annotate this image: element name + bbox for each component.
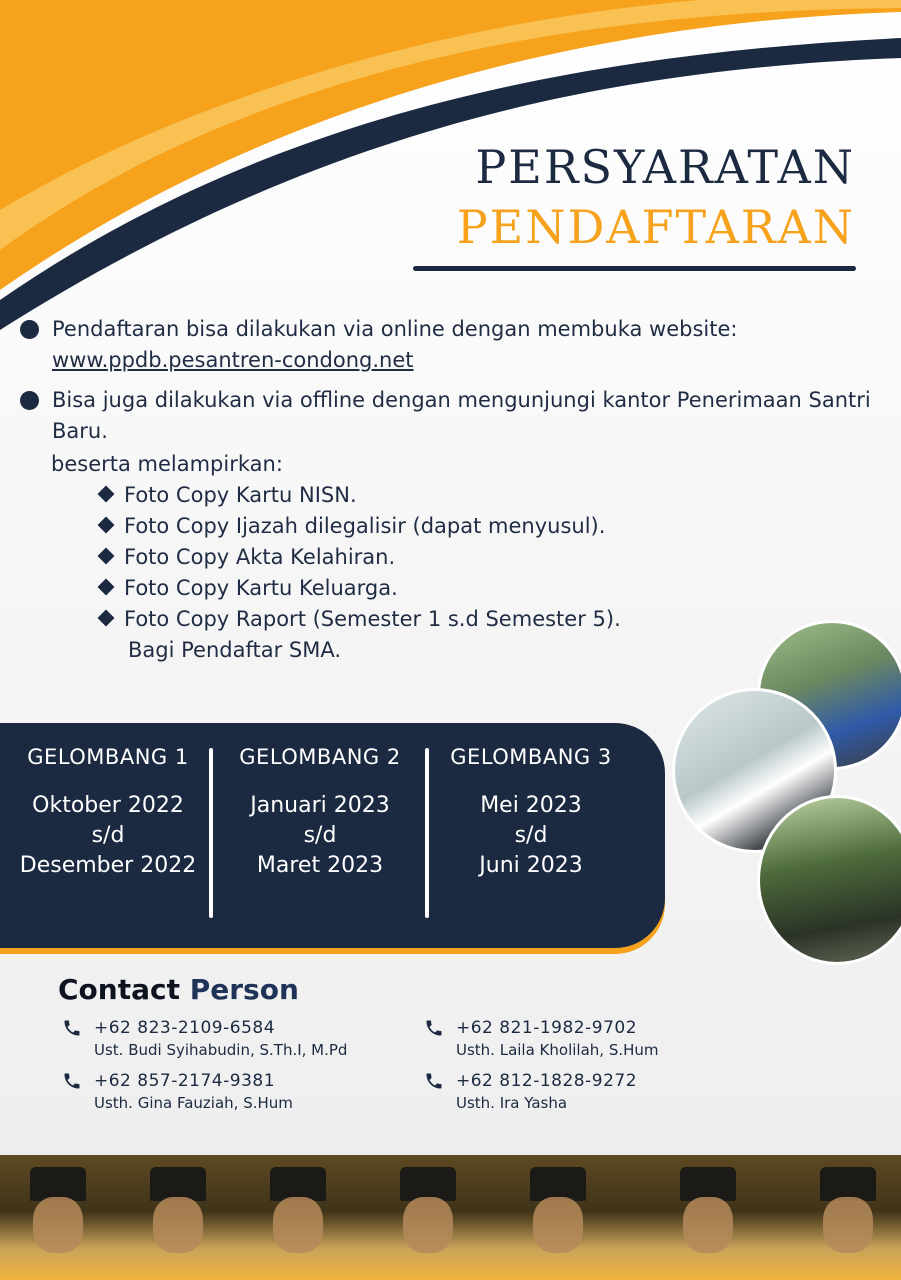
wave-start: Mei 2023 xyxy=(480,793,582,818)
title-line-1: PERSYARATAN xyxy=(475,140,855,194)
photo-outdoor-activity xyxy=(757,795,901,965)
requirement-item: Foto Copy Akta Kelahiran. xyxy=(100,542,800,573)
attachments-intro: beserta melampirkan: xyxy=(51,452,283,476)
diamond-bullet-icon xyxy=(98,579,115,596)
contact-entry xyxy=(94,1071,293,1112)
phone-icon xyxy=(62,1071,82,1091)
contact-entry xyxy=(94,1018,347,1059)
wave-end: Juni 2023 xyxy=(479,853,583,878)
circle-bullet-icon xyxy=(20,391,39,410)
wave-start: Oktober 2022 xyxy=(32,793,184,818)
wave-separator: s/d xyxy=(303,823,337,848)
diamond-bullet-icon xyxy=(98,610,115,627)
contact-name: Usth. Laila Kholilah, S.Hum xyxy=(456,1041,659,1059)
contact-phone[interactable]: +62 823-2109-6584 xyxy=(94,1018,276,1038)
wave-label: GELOMBANG 2 xyxy=(239,745,401,769)
wave-label: GELOMBANG 3 xyxy=(450,745,612,769)
requirement-item: Foto Copy Ijazah dilegalisir (dapat menyusul). xyxy=(100,511,800,542)
phone-icon xyxy=(424,1071,444,1091)
requirement-item: Foto Copy Kartu Keluarga. xyxy=(100,573,800,604)
wave-divider xyxy=(425,748,429,918)
wave-start: Januari 2023 xyxy=(250,793,390,818)
bullet-offline xyxy=(20,385,880,447)
wave-separator: s/d xyxy=(91,823,125,848)
contact-name: Ust. Budi Syihabudin, S.Th.I, M.Pd xyxy=(94,1041,348,1059)
requirement-item: Foto Copy Kartu NISN. xyxy=(100,480,800,511)
requirement-item: Foto Copy Raport (Semester 1 s.d Semester 5). xyxy=(100,604,800,635)
bullet-online xyxy=(20,314,880,376)
phone-icon xyxy=(62,1018,82,1038)
contact-phone[interactable]: +62 857-2174-9381 xyxy=(94,1071,276,1091)
phone-icon xyxy=(424,1018,444,1038)
contact-entry xyxy=(456,1071,637,1112)
contact-phone[interactable]: +62 821-1982-9702 xyxy=(456,1018,638,1038)
bullet-online-text: Pendaftaran bisa dilakukan via online dengan membuka website: xyxy=(52,317,738,341)
wave-end: Desember 2022 xyxy=(19,853,197,878)
contact-name: Usth. Gina Fauziah, S.Hum xyxy=(94,1094,293,1112)
wave-label: GELOMBANG 1 xyxy=(27,745,189,769)
diamond-bullet-icon xyxy=(98,517,115,534)
diamond-bullet-icon xyxy=(98,486,115,503)
wave-end: Maret 2023 xyxy=(256,853,384,878)
footer-photo-students xyxy=(0,1155,901,1280)
wave-1 xyxy=(12,745,204,881)
wave-3 xyxy=(434,745,628,881)
bullet-offline-text: Bisa juga dilakukan via offline dengan mengunjungi kantor Penerimaan Santri Baru. xyxy=(52,388,871,443)
requirement-note: Bagi Pendaftar SMA. xyxy=(128,638,342,662)
title-line-2: PENDAFTARAN xyxy=(456,200,855,254)
contact-phone[interactable]: +62 812-1828-9272 xyxy=(456,1071,638,1091)
contact-entry xyxy=(456,1018,659,1059)
circle-bullet-icon xyxy=(20,320,39,339)
wave-divider xyxy=(209,748,213,918)
diamond-bullet-icon xyxy=(98,548,115,565)
wave-2 xyxy=(222,745,418,881)
contact-name: Usth. Ira Yasha xyxy=(456,1094,568,1112)
wave-separator: s/d xyxy=(514,823,548,848)
title-underline xyxy=(413,266,856,271)
website-link[interactable]: www.ppdb.pesantren-condong.net xyxy=(52,348,414,372)
contact-title: Contact Person xyxy=(58,973,299,1006)
